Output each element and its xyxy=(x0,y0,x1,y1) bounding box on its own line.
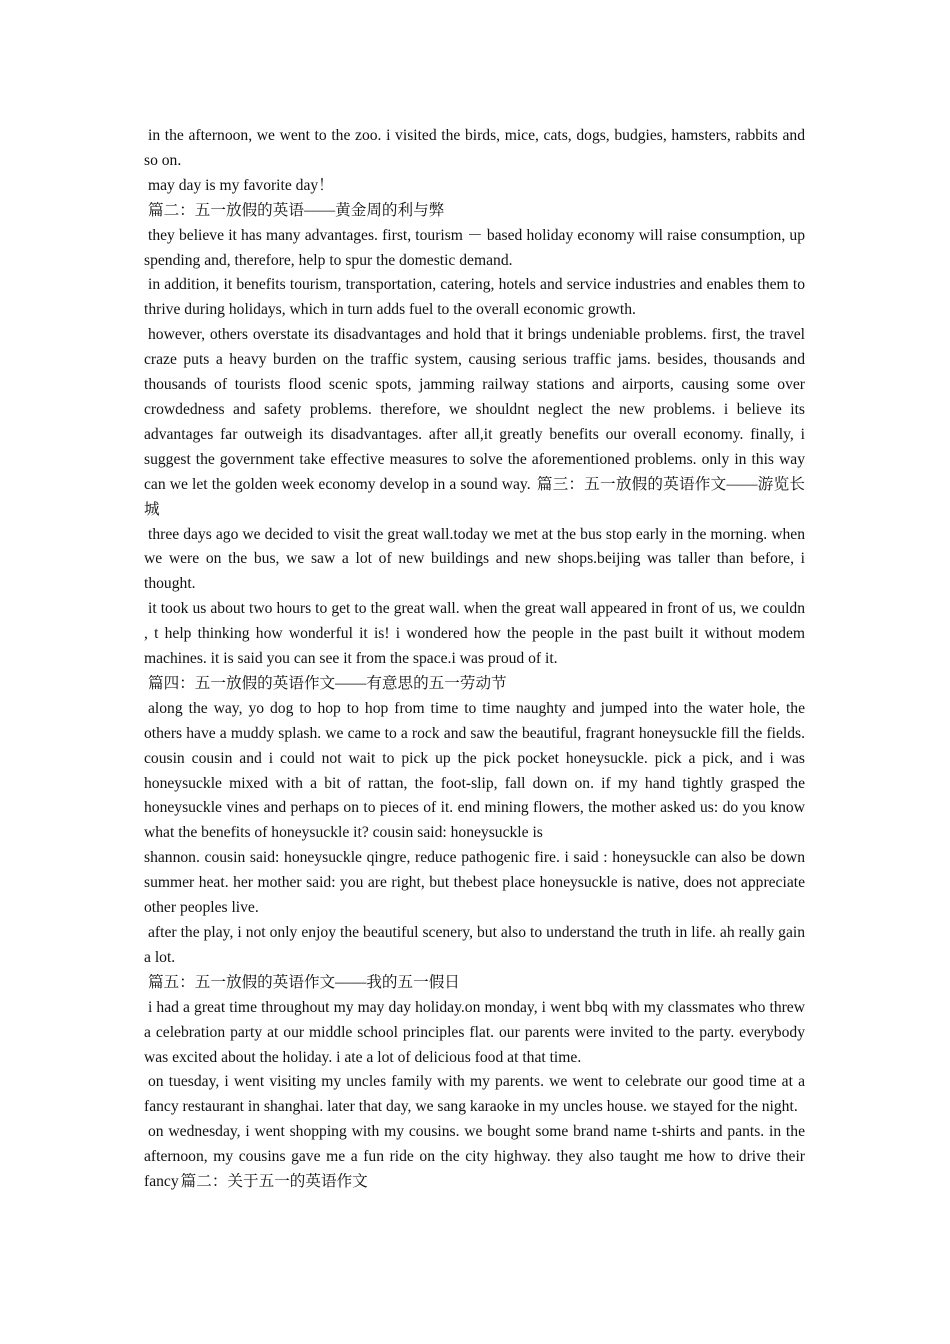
paragraph-great-wall: it took us about two hours to get to the great wall. when the great wall appeared in front of us, we couldn , t help thinking how wonderful it is! i wondered how the people in the past built it without modem machines. it is said you can see it from the space.i was proud of it. xyxy=(144,600,805,668)
paragraph-disadvantages xyxy=(144,323,805,522)
paragraph-tuesday: on tuesday, i went visiting my uncles family with my parents. we went to celebrate our good time at a fancy restaurant in shanghai. later that day, we sang karaoke in my uncles house. we stayed for the night. xyxy=(144,1073,805,1116)
paragraph-honeysuckle: along the way, yo dog to hop to hop from time to time naughty and jumped into the water hole, the others have a muddy splash. we came to a rock and saw the beautiful, fragrant honeysuckle fill the fields. cousin cousin and i could not wait to pick up the pick pocket honeysuckle. pick a pick, and i was honeysuckle mixed with a bit of rattan, the foot-slip, fall down on. if my hand tightly grasped the honeysuckle vines and perhaps on to pieces of it. end mining flowers, the mother asked us: do you know what the benefits of honeysuckle it? cousin said: honeysuckle is xyxy=(144,699,805,842)
paragraph-benefits: in addition, it benefits tourism, transportation, catering, hotels and service industries and enables them to thrive during holidays, which in turn adds fuel to the overall economic growth. xyxy=(144,276,805,319)
heading-labor-day: 篇四：五一放假的英语作文——有意思的五一劳动节 xyxy=(148,674,507,692)
paragraph-bus-trip: three days ago we decided to visit the great wall.today we met at the bus stop early in the morning. when we were on the bus, we saw a lot of new buildings and new shops.beijing was taller than before, i thought. xyxy=(144,525,805,593)
paragraph-favorite-day: may day is my favorite day！ xyxy=(148,176,334,194)
paragraph-zoo: in the afternoon, we went to the zoo. i visited the birds, mice, cats, dogs, budgies, hamsters, rabbits and so on. xyxy=(144,127,805,169)
paragraph-after-play: after the play, i not only enjoy the beautiful scenery, but also to understand the truth in life. ah really gain a lot. xyxy=(144,924,805,966)
heading-my-holiday: 篇五：五一放假的英语作文——我的五一假日 xyxy=(148,973,460,991)
heading-great-wall: 篇三：五一放假的英语作文——游览长城 xyxy=(144,475,805,518)
paragraph-wednesday-text: on wednesday, i went shopping with my cousins. we bought some brand name t-shirts and pants. in the afternoon, my cousins gave me a fun ride on the city highway. they also taught me how to drive their fancy xyxy=(144,1123,805,1191)
paragraph-disadvantages-text: however, others overstate its disadvantages and hold that it brings undeniable problems. first, the travel craze puts a heavy burden on the traffic system, causing serious traffic jams. besides, thousands and thousands of tourists flood scenic spots, jamming railway stations and airports, causing some over crowdedness and safety problems. therefore, we shouldnt neglect the new problems. i believe its advantages far outweigh its disadvantages. after all,it greatly benefits our overall economy. finally, i suggest the government take effective measures to solve the aforementioned problems. only in this way can we let the golden week economy develop in a sound way. xyxy=(144,326,805,493)
paragraph-honeysuckle-continued: shannon. cousin said: honeysuckle qingre, reduce pathogenic fire. i said : honeysuckle can also be down summer heat. her mother said: you are right, but thebest place honeysuckle is native, does not appreciate other peoples live. xyxy=(144,849,805,917)
paragraph-wednesday xyxy=(144,1120,805,1195)
paragraph-monday: i had a great time throughout my may day holiday.on monday, i went bbq with my classmates who threw a celebration party at our middle school principles flat. our parents were invited to the party. everybody was excited about the holiday. i ate a lot of delicious food at that time. xyxy=(144,998,805,1066)
heading-golden-week: 篇二：五一放假的英语——黄金周的利与弊 xyxy=(148,201,445,219)
paragraph-advantages: they believe it has many advantages. first, tourism － based holiday economy will raise consumption, up spending and, therefore, help to spur the domestic demand. xyxy=(144,226,805,269)
heading-about-may-day: 篇二：关于五一的英语作文 xyxy=(180,1173,368,1191)
document-page xyxy=(144,124,805,1195)
